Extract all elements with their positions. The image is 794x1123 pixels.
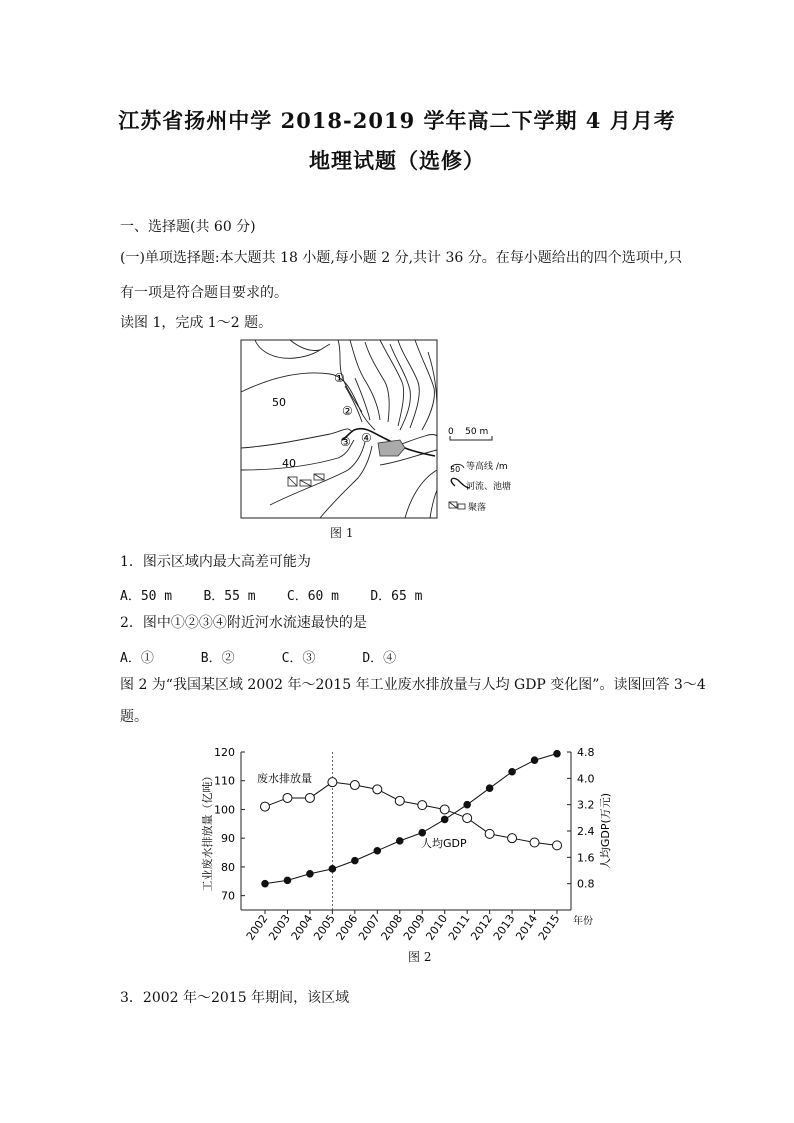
gdp-point-2004	[307, 870, 314, 877]
question-1-options: A．50 m B．55 m C．60 m D．65 m	[120, 589, 423, 604]
gdp-point-2015	[554, 750, 561, 757]
question-1-stem: 1．图示区域内最大高差可能为	[120, 554, 311, 570]
village-markers	[288, 474, 324, 486]
contour-label-50: 50	[272, 396, 286, 409]
figure1-instruction: 读图 1，完成 1～2 题。	[120, 315, 273, 331]
contour-map-figure	[230, 330, 550, 530]
wastewater-point-2015	[553, 841, 562, 850]
gdp-point-2002	[262, 880, 269, 887]
x-tick-label: 2015	[535, 912, 563, 943]
legend-river: 河流、池塘	[466, 482, 512, 492]
series-label-gdp: 人均GDP	[421, 837, 467, 850]
gdp-point-2007	[374, 847, 381, 854]
scale-label: 0 50 m	[448, 427, 489, 437]
x-tick-label: 2006	[333, 912, 361, 943]
wastewater-point-2003	[283, 793, 292, 802]
wastewater-point-2004	[305, 793, 314, 802]
gdp-point-2009	[419, 829, 426, 836]
left-tick-label: 100	[214, 803, 235, 817]
wastewater-point-2006	[350, 781, 359, 790]
wastewater-point-2010	[440, 805, 449, 814]
page-title: 江苏省扬州中学 2018-2019 学年高二下学期 4 月月考	[118, 108, 676, 133]
wastewater-point-2005	[328, 778, 337, 787]
right-tick-label: 3.2	[577, 798, 595, 812]
x-tick-label: 2008	[378, 912, 406, 943]
gdp-point-2008	[396, 838, 403, 845]
x-tick-label: 2003	[266, 912, 293, 943]
right-tick-label: 0.8	[577, 877, 595, 891]
wastewater-gdp-chart	[195, 742, 615, 972]
gdp-point-2010	[441, 816, 448, 823]
x-tick-label: 2014	[513, 912, 540, 943]
legend-contour: 等高线 /m	[466, 462, 508, 472]
instructions-line-1: (一)单项选择题:本大题共 18 小题,每小题 2 分,共计 36 分。在每小题给出的四个选项中,只	[120, 250, 683, 266]
point-label-1: ①	[334, 371, 345, 385]
y-axis-left-label: 工业废水排放量（亿吨）	[201, 770, 214, 892]
left-tick-label: 70	[221, 889, 235, 903]
left-tick-label: 90	[221, 832, 235, 846]
wastewater-point-2009	[418, 801, 427, 810]
gdp-point-2006	[352, 857, 359, 864]
wastewater-point-2013	[508, 834, 517, 843]
left-tick-label: 80	[221, 860, 235, 874]
x-tick-label: 2009	[400, 912, 428, 943]
question-2-options: A．① B．② C．③ D．④	[120, 651, 397, 666]
map-frame	[241, 340, 437, 518]
figure2-caption: 图 2	[408, 950, 432, 964]
legend-village: 聚落	[468, 503, 487, 513]
x-tick-label: 2005	[311, 912, 338, 943]
figure1-caption: 图 1	[330, 526, 354, 540]
left-tick-label: 110	[214, 774, 235, 788]
question-3-stem: 3．2002 年～2015 年期间，该区域	[120, 990, 350, 1006]
left-tick-label: 120	[214, 746, 235, 759]
legend-contour-sample: 50	[450, 465, 461, 474]
right-tick-label: 4.8	[577, 746, 595, 759]
gdp-point-2013	[509, 768, 516, 775]
wastewater-point-2008	[395, 796, 404, 805]
figure2-intro-line-2: 题。	[120, 709, 148, 725]
gdp-point-2005	[329, 866, 336, 873]
x-tick-label: 2004	[288, 912, 316, 943]
x-tick-label: 2010	[423, 912, 451, 943]
wastewater-point-2011	[463, 814, 472, 823]
x-tick-label: 2013	[490, 912, 518, 943]
contour-label-40: 40	[282, 457, 296, 470]
pond	[378, 440, 405, 456]
wastewater-point-2007	[373, 785, 382, 794]
x-tick-label: 2012	[468, 912, 496, 943]
x-axis-label: 年份	[573, 916, 593, 927]
series-label-wastewater: 废水排放量	[257, 772, 312, 785]
page-subtitle: 地理试题（选修）	[309, 148, 485, 173]
x-tick-label: 2002	[243, 912, 271, 943]
wastewater-point-2012	[485, 829, 494, 838]
wastewater-point-2002	[261, 802, 270, 811]
right-tick-label: 1.6	[577, 851, 595, 865]
point-label-4: ④	[361, 431, 372, 445]
x-tick-label: 2011	[445, 912, 473, 943]
gdp-point-2003	[284, 877, 291, 884]
instructions-line-2: 有一项是符合题目要求的。	[120, 285, 288, 301]
y-axis-right-label: 人均GDP(万元)	[599, 792, 612, 870]
gdp-point-2012	[486, 785, 493, 792]
figure2-intro-line-1: 图 2 为“我国某区域 2002 年～2015 年工业废水排放量与人均 GDP 变化图”。读图回答 3～4	[120, 677, 706, 693]
gdp-point-2011	[464, 801, 471, 808]
right-tick-label: 4.0	[577, 772, 595, 786]
wastewater-point-2014	[530, 838, 539, 847]
question-2-stem: 2．图中①②③④附近河水流速最快的是	[120, 615, 367, 631]
point-label-2: ②	[342, 404, 353, 418]
gdp-point-2014	[531, 757, 538, 764]
section-heading: 一、选择题(共 60 分)	[120, 219, 256, 235]
x-tick-label: 2007	[356, 912, 383, 943]
point-label-3: ③	[340, 435, 351, 449]
right-tick-label: 2.4	[577, 825, 595, 838]
